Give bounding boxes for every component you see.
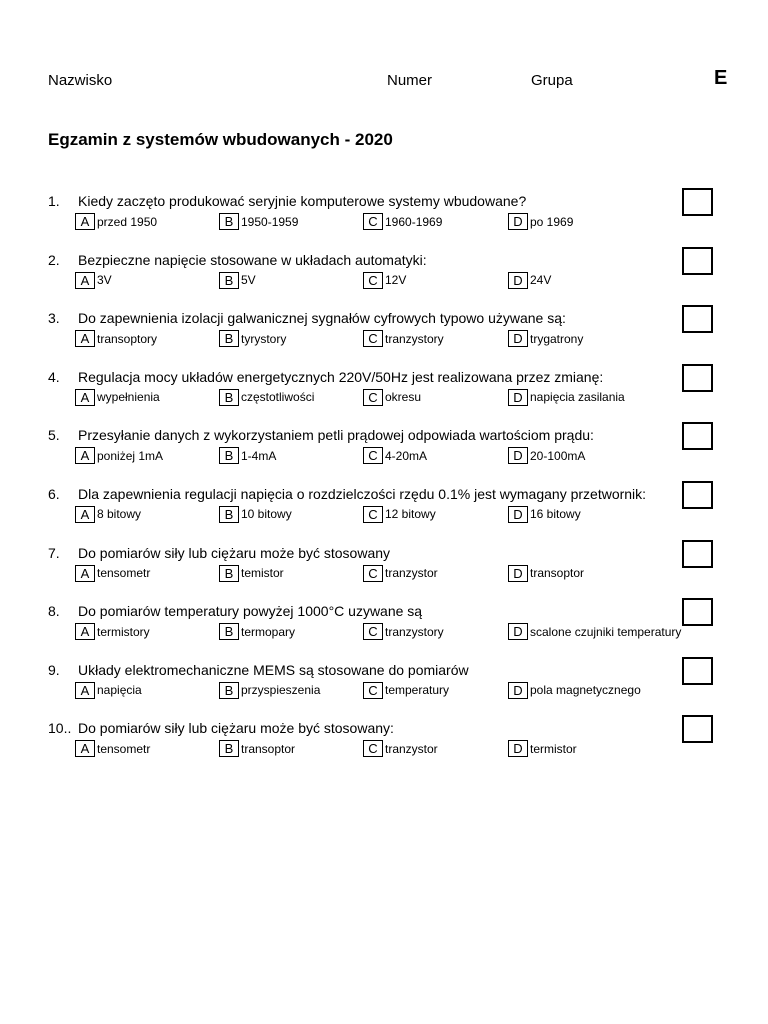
question-item — [0, 188, 768, 247]
option-text: pola magnetycznego — [530, 683, 641, 698]
option-letter-box: D — [508, 272, 528, 289]
answer-option-c[interactable] — [363, 740, 438, 757]
option-text: transoptor — [530, 566, 585, 581]
question-number: 3. — [48, 310, 60, 327]
option-letter-box: C — [363, 623, 383, 640]
question-number: 7. — [48, 544, 60, 561]
answer-option-b[interactable] — [219, 682, 320, 699]
option-text: transoptory — [97, 331, 158, 346]
option-letter-box: D — [508, 682, 528, 699]
option-letter-box: C — [363, 330, 383, 347]
answer-option-b[interactable] — [219, 447, 276, 464]
option-text: częstotliwości — [241, 390, 315, 405]
option-text: 24V — [530, 273, 552, 288]
answer-option-b[interactable] — [219, 623, 295, 640]
question-number: 6. — [48, 485, 60, 502]
answer-box[interactable] — [682, 481, 713, 509]
option-letter-box: B — [219, 272, 239, 289]
option-text: napięcia — [97, 683, 142, 698]
question-number: 5. — [48, 427, 60, 444]
question-item — [0, 481, 768, 540]
option-letter-box: D — [508, 330, 528, 347]
option-letter-box: B — [219, 389, 239, 406]
answer-option-d[interactable] — [508, 565, 584, 582]
answer-option-d[interactable] — [508, 623, 681, 640]
answer-option-c[interactable] — [363, 389, 421, 406]
answer-box[interactable] — [682, 422, 713, 450]
answer-option-c[interactable] — [363, 330, 444, 347]
option-text: tensometr — [97, 566, 151, 581]
question-number: 8. — [48, 603, 60, 620]
option-text: temistor — [241, 566, 284, 581]
answer-option-b[interactable] — [219, 506, 292, 523]
answer-box[interactable] — [682, 305, 713, 333]
group-label: Grupa — [531, 72, 573, 89]
option-letter-box: D — [508, 213, 528, 230]
option-letter-box: C — [363, 389, 383, 406]
option-letter-box: D — [508, 506, 528, 523]
option-letter-box: B — [219, 740, 239, 757]
option-text: 1-4mA — [241, 448, 277, 463]
option-text: 12V — [385, 273, 407, 288]
option-letter-box: B — [219, 330, 239, 347]
answer-option-a[interactable] — [75, 447, 163, 464]
question-text: Do pomiarów siły lub ciężaru może być stosowany: — [78, 720, 394, 737]
option-text: termistor — [530, 741, 577, 756]
question-number: 4. — [48, 368, 60, 385]
answer-box[interactable] — [682, 364, 713, 392]
question-item — [0, 657, 768, 716]
option-letter-box: B — [219, 682, 239, 699]
answer-option-d[interactable] — [508, 272, 551, 289]
option-letter-box: A — [75, 330, 95, 347]
question-text: Układy elektromechaniczne MEMS są stosowane do pomiarów — [78, 661, 469, 678]
question-text: Przesyłanie danych z wykorzystaniem petli prądowej odpowiada wartościom prądu: — [78, 427, 594, 444]
answer-option-c[interactable] — [363, 272, 406, 289]
answer-option-b[interactable] — [219, 330, 286, 347]
option-letter-box: C — [363, 213, 383, 230]
answer-option-a[interactable] — [75, 565, 150, 582]
option-text: tranzystory — [385, 331, 444, 346]
answer-option-d[interactable] — [508, 213, 573, 230]
option-text: 12 bitowy — [385, 507, 436, 522]
answer-option-a[interactable] — [75, 740, 150, 757]
answer-option-b[interactable] — [219, 272, 256, 289]
option-letter-box: C — [363, 506, 383, 523]
name-label: Nazwisko — [48, 72, 113, 89]
option-text: poniżej 1mA — [97, 448, 164, 463]
answer-option-c[interactable] — [363, 565, 438, 582]
exam-variant: E — [714, 67, 728, 89]
option-text: przed 1950 — [97, 214, 158, 229]
option-letter-box: A — [75, 447, 95, 464]
option-letter-box: D — [508, 389, 528, 406]
option-text: tyrystory — [241, 331, 287, 346]
number-label: Numer — [387, 72, 433, 89]
option-text: 10 bitowy — [241, 507, 292, 522]
answer-option-d[interactable] — [508, 447, 585, 464]
option-text: po 1969 — [530, 214, 574, 229]
question-item — [0, 422, 768, 481]
answer-option-b[interactable] — [219, 213, 298, 230]
answer-option-c[interactable] — [363, 682, 449, 699]
answer-option-c[interactable] — [363, 623, 444, 640]
option-letter-box: A — [75, 506, 95, 523]
answer-option-d[interactable] — [508, 389, 625, 406]
option-text: napięcia zasilania — [530, 390, 625, 405]
question-number: 2. — [48, 251, 60, 268]
answer-box[interactable] — [682, 540, 713, 568]
answer-option-c[interactable] — [363, 447, 427, 464]
option-letter-box: C — [363, 272, 383, 289]
option-letter-box: B — [219, 447, 239, 464]
answer-box[interactable] — [682, 657, 713, 685]
option-letter-box: B — [219, 506, 239, 523]
answer-option-c[interactable] — [363, 506, 436, 523]
option-letter-box: D — [508, 740, 528, 757]
answer-option-b[interactable] — [219, 565, 284, 582]
answer-option-b[interactable] — [219, 740, 295, 757]
answer-option-a[interactable] — [75, 506, 141, 523]
option-letter-box: C — [363, 682, 383, 699]
question-text: Bezpieczne napięcie stosowane w układach automatyki: — [78, 251, 427, 268]
exam-title: Egzamin z systemów wbudowanych - 2020 — [48, 130, 393, 149]
option-letter-box: A — [75, 682, 95, 699]
option-letter-box: B — [219, 623, 239, 640]
option-text: scalone czujniki temperatury — [530, 624, 682, 639]
option-text: tranzystor — [385, 741, 438, 756]
option-text: tranzystor — [385, 566, 438, 581]
answer-option-a[interactable] — [75, 330, 157, 347]
option-letter-box: D — [508, 623, 528, 640]
option-letter-box: C — [363, 447, 383, 464]
option-text: transoptor — [241, 741, 296, 756]
answer-box[interactable] — [682, 188, 713, 216]
question-number: 9. — [48, 661, 60, 678]
option-text: termistory — [97, 624, 150, 639]
answer-option-a[interactable] — [75, 213, 157, 230]
question-item — [0, 598, 768, 657]
answer-option-a[interactable] — [75, 623, 150, 640]
option-letter-box: B — [219, 565, 239, 582]
option-letter-box: B — [219, 213, 239, 230]
answer-option-a[interactable] — [75, 389, 160, 406]
question-text: Regulacja mocy układów energetycznych 220V/50Hz jest realizowana przez zmianę: — [78, 368, 604, 385]
option-text: 5V — [241, 273, 256, 288]
option-text: 20-100mA — [530, 448, 586, 463]
question-item — [0, 247, 768, 306]
option-text: okresu — [385, 390, 422, 405]
question-item — [0, 364, 768, 423]
option-text: temperatury — [385, 683, 450, 698]
option-letter-box: D — [508, 447, 528, 464]
answer-option-d[interactable] — [508, 740, 577, 757]
option-text: 3V — [97, 273, 112, 288]
option-letter-box: A — [75, 389, 95, 406]
answer-option-d[interactable] — [508, 330, 583, 347]
answer-option-a[interactable] — [75, 682, 142, 699]
option-letter-box: C — [363, 565, 383, 582]
answer-option-d[interactable] — [508, 506, 581, 523]
question-item — [0, 305, 768, 364]
option-text: przyspieszenia — [241, 683, 321, 698]
option-letter-box: A — [75, 213, 95, 230]
option-text: tranzystory — [385, 624, 444, 639]
answer-option-b[interactable] — [219, 389, 314, 406]
option-letter-box: A — [75, 565, 95, 582]
option-text: tensometr — [97, 741, 151, 756]
question-list — [0, 188, 768, 774]
question-number: 1. — [48, 193, 60, 209]
option-text: wypełnienia — [97, 390, 160, 405]
option-text: 8 bitowy — [97, 507, 142, 522]
question-item — [0, 715, 768, 774]
answer-option-a[interactable] — [75, 272, 112, 289]
option-text: 16 bitowy — [530, 507, 581, 522]
question-text: Kiedy zaczęto produkować seryjnie komputerowe systemy wbudowane? — [78, 193, 527, 209]
question-text: Dla zapewnienia regulacji napięcia o rozdzielczości rzędu 0.1% jest wymagany przetwornik: — [78, 485, 647, 502]
option-text: 1950-1959 — [241, 214, 299, 229]
question-text: Do pomiarów siły lub ciężaru może być stosowany — [78, 544, 391, 561]
option-letter-box: A — [75, 740, 95, 757]
answer-box[interactable] — [682, 715, 713, 743]
option-text: 4-20mA — [385, 448, 428, 463]
option-letter-box: C — [363, 740, 383, 757]
question-item — [0, 540, 768, 599]
answer-option-c[interactable] — [363, 213, 442, 230]
question-number: 10.. — [48, 720, 72, 737]
option-letter-box: A — [75, 623, 95, 640]
option-text: trygatrony — [530, 331, 584, 346]
option-text: termopary — [241, 624, 296, 639]
option-text: 1960-1969 — [385, 214, 443, 229]
option-letter-box: A — [75, 272, 95, 289]
question-text: Do pomiarów temperatury powyżej 1000°C uzywane są — [78, 603, 423, 620]
answer-option-d[interactable] — [508, 682, 641, 699]
answer-box[interactable] — [682, 598, 713, 626]
option-letter-box: D — [508, 565, 528, 582]
answer-box[interactable] — [682, 247, 713, 275]
question-text: Do zapewnienia izolacji galwanicznej sygnałów cyfrowych typowo używane są: — [78, 310, 566, 327]
